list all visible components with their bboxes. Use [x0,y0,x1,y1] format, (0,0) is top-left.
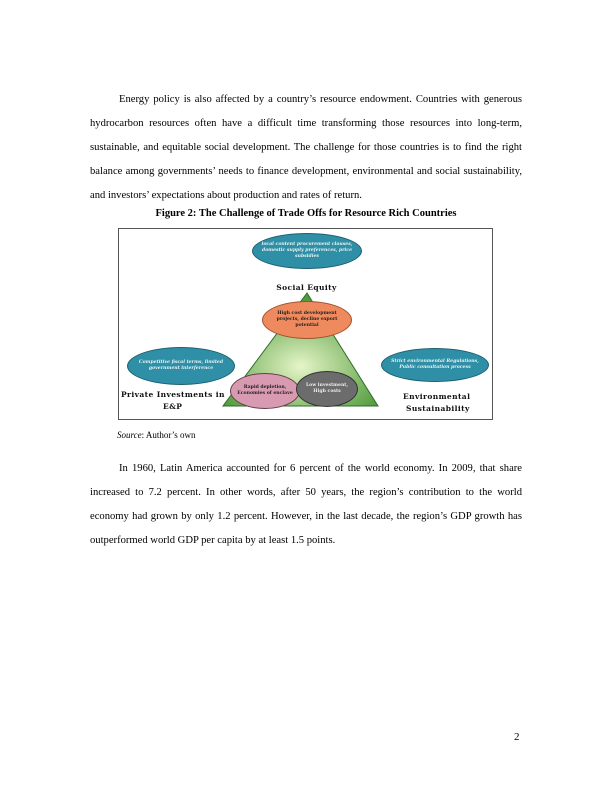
source-text: : Author’s own [141,430,196,440]
ellipse-fiscal-terms: Competitive fiscal terms, limited government interference [127,347,235,385]
label-private-investments: Private Investments in [121,390,225,399]
figure-caption: Figure 2: The Challenge of Trade Offs for Resource Rich Countries [155,208,457,219]
ellipse-rapid-depletion: Rapid depletion, Economies of enclave [230,373,300,409]
label-environmental: Environmental [403,392,471,401]
paragraph-latin-america: In 1960, Latin America accounted for 6 percent of the world economy. In 2009, that share increased to 7.2 percent. In other words, after 50 years, the region’s contribution to the world economy had grown by only 1.2 percent. However, in the last decade, the region’s GDP growth has outperformed world GDP per capita by at least 1.5 points. [90,463,522,546]
source-label: Source [117,430,142,440]
label-sustainability: Sustainability [406,404,470,413]
ellipse-high-cost: High cost development projects, decline export potential [262,301,352,339]
figure-source [117,430,196,440]
label-e-and-p: E&P [163,402,183,411]
figure-trade-offs [118,228,493,420]
ellipse-environmental-regulations: Strict environmental Regulations, Public consultation process [381,348,489,382]
page-number: 2 [514,731,520,743]
ellipse-low-investment: Low investment, High costs [296,371,358,407]
label-social-equity: Social Equity [276,283,337,292]
paragraph-energy-policy: Energy policy is also affected by a country’s resource endowment. Countries with generous hydrocarbon resources often have a difficult time transforming those resources into long-term, sustainable, and equitable social development. The challenge for those countries is to find the right balance among governments’ needs to finance development, environmental and social sustainability, and investors’ expectations about production and rates of return. [90,94,522,201]
ellipse-social-equity-measures: local content procurement clauses, domestic supply preferences, price subsidies [252,233,362,269]
